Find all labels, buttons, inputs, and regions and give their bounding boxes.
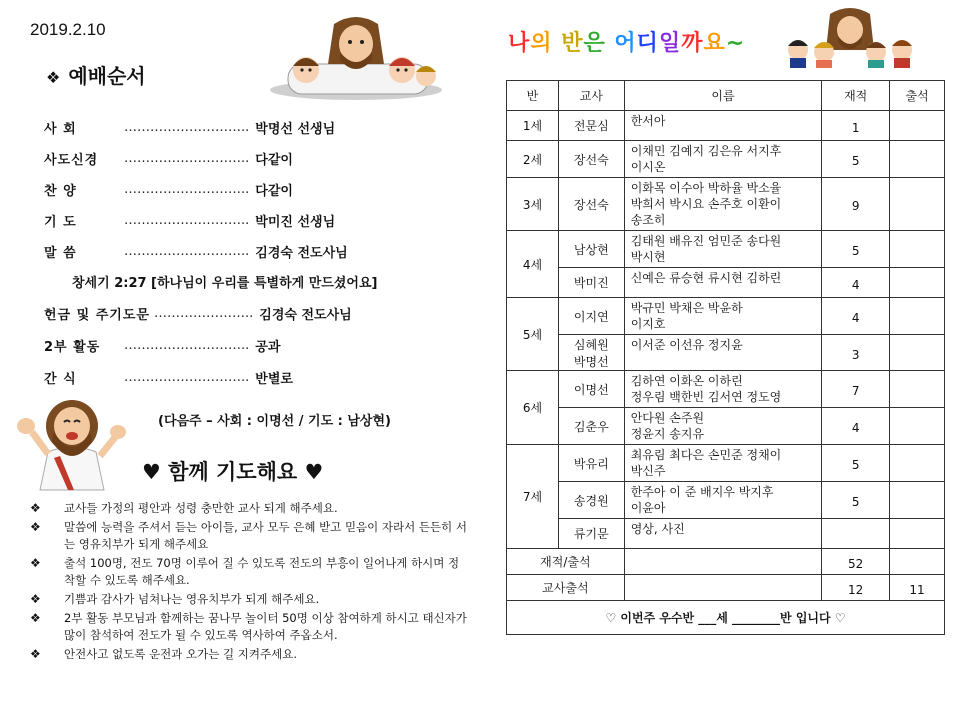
totals-label-cell: 교사출석 (507, 575, 625, 601)
enrolled-cell: 5 (822, 141, 890, 178)
class-age-cell: 5세 (507, 298, 559, 371)
student-names-cell: 이화목 이수아 박하율 박소율 박희서 박시요 손주호 이환이 송조히 (624, 178, 822, 231)
enrolled-cell: 4 (822, 268, 890, 298)
order-row (44, 178, 293, 200)
attendance-cell (890, 549, 945, 575)
title-char: 일 (658, 31, 682, 56)
next-week-notice: (다음주 – 사회 : 이명선 / 기도 : 남상현) (158, 414, 391, 429)
prayer-title: ♥ 함께 기도해요 ♥ (142, 460, 324, 484)
order-value: 다같이 (255, 183, 293, 199)
table-row (507, 111, 945, 141)
diamond-bullet-icon: ❖ (30, 611, 41, 625)
attendance-cell (890, 141, 945, 178)
jesus-with-kids-top-illustration (782, 6, 918, 68)
prayer-text: 안전사고 없도록 운전과 오가는 길 지켜주세요. (64, 647, 298, 661)
attendance-cell (890, 371, 945, 408)
list-item (30, 500, 470, 517)
teacher-cell: 박유리 (558, 445, 624, 482)
attendance-cell (890, 268, 945, 298)
prayer-text: 기쁨과 감사가 넘쳐나는 영유치부가 되게 해주세요. (64, 592, 320, 606)
order-row (44, 334, 280, 356)
attendance-cell (890, 519, 945, 549)
order-row (44, 240, 348, 262)
order-leader-dots: ……………………….. (124, 369, 250, 385)
enrolled-cell: 9 (822, 178, 890, 231)
prayer-list (30, 500, 470, 665)
student-names-cell: 김하연 이화온 이하린 정우림 백한빈 김서연 정도영 (624, 371, 822, 408)
teacher-cell: 박미진 (558, 268, 624, 298)
teacher-cell: 남상현 (558, 231, 624, 268)
student-names-cell: 최유림 최다은 손민준 정채이 박신주 (624, 445, 822, 482)
order-label: 찬 양 (44, 183, 77, 199)
teacher-cell: 김춘우 (558, 408, 624, 445)
student-names-cell: 김태원 배유진 엄민준 송다원 박시현 (624, 231, 822, 268)
list-item (30, 646, 470, 663)
student-names-cell: 이서준 이선유 정지윤 (624, 335, 822, 371)
enrolled-cell: 1 (822, 111, 890, 141)
totals-blank-cell (624, 549, 822, 575)
title-char: 어 (614, 31, 637, 56)
order-leader-dots: ……………………….. (124, 181, 250, 197)
table-row (507, 231, 945, 268)
teacher-cell: 송경원 (558, 482, 624, 519)
order-value: 공과 (255, 339, 281, 355)
order-row (44, 209, 335, 231)
attendance-cell (890, 178, 945, 231)
attendance-cell (890, 111, 945, 141)
class-age-cell: 2세 (507, 141, 559, 178)
table-row (507, 141, 945, 178)
order-leader-dots: ……………………….. (124, 212, 250, 228)
best-class-row (507, 601, 945, 635)
scripture-verse: 창세기 2:27 [하나님이 우리를 특별하게 만드셨어요] (72, 276, 378, 291)
order-value: 김경숙 전도사님 (255, 245, 348, 261)
teacher-cell: 심혜원 박명선 (558, 335, 624, 371)
title-char: 디 (636, 31, 659, 56)
worship-order-title (46, 60, 146, 89)
title-char: 의 (530, 31, 553, 56)
date: 2019.2.10 (30, 20, 106, 39)
list-item (30, 591, 470, 608)
student-names-cell: 신예은 류승현 류시현 김하린 (624, 268, 822, 298)
worship-order-title-text: 예배순서 (68, 64, 146, 88)
diamond-bullet-icon: ❖ (30, 592, 41, 606)
order-leader-dots: ………………….. (154, 305, 254, 321)
teacher-cell: 이지연 (558, 298, 624, 335)
column-header: 재적 (822, 81, 890, 111)
attendance-cell (890, 298, 945, 335)
table-row (507, 519, 945, 549)
order-leader-dots: ……………………….. (124, 150, 250, 166)
totals-row (507, 575, 945, 601)
order-label: 헌금 및 주기도문 (44, 307, 150, 323)
class-age-cell: 3세 (507, 178, 559, 231)
diamond-bullet-icon: ❖ (46, 68, 61, 87)
attendance-cell (890, 482, 945, 519)
enrolled-cell (822, 519, 890, 549)
order-label: 사 회 (44, 121, 77, 137)
table-row (507, 371, 945, 408)
title-char: 나 (508, 31, 531, 56)
enrolled-cell: 7 (822, 371, 890, 408)
title-char: 은 (583, 31, 606, 56)
student-names-cell: 한주아 이 준 배지우 박지후 이윤아 (624, 482, 822, 519)
title-char: 반 (561, 31, 584, 56)
table-header-row (507, 81, 945, 111)
table-row (507, 298, 945, 335)
table-row (507, 445, 945, 482)
order-label: 사도신경 (44, 152, 99, 168)
column-header: 이름 (624, 81, 822, 111)
teacher-cell: 전문심 (558, 111, 624, 141)
attendance-cell (890, 231, 945, 268)
table-row (507, 482, 945, 519)
order-label: 말 씀 (44, 245, 77, 261)
teacher-cell: 장선숙 (558, 178, 624, 231)
totals-label-cell: 재적/출석 (507, 549, 625, 575)
best-class-cell: ♡ 이번주 우수반 ___세 ________반 입니다 ♡ (507, 601, 945, 635)
list-item (30, 519, 470, 553)
enrolled-cell: 4 (822, 408, 890, 445)
table-row (507, 178, 945, 231)
order-value: 김경숙 전도사님 (259, 307, 352, 323)
order-label: 기 도 (44, 214, 77, 230)
title-char: 요 (703, 31, 726, 56)
order-leader-dots: ……………………….. (124, 243, 250, 259)
waving-jesus-illustration (8, 392, 136, 492)
enrolled-cell: 3 (822, 335, 890, 371)
enrolled-cell: 5 (822, 231, 890, 268)
class-age-cell: 6세 (507, 371, 559, 445)
jesus-with-children-illustration (268, 14, 444, 100)
student-names-cell: 영상, 사진 (624, 519, 822, 549)
order-leader-dots: ……………………….. (124, 337, 250, 353)
student-names-cell: 안다원 손주원 정윤지 송지유 (624, 408, 822, 445)
list-item (30, 610, 470, 644)
teacher-cell: 이명선 (558, 371, 624, 408)
table-row (507, 268, 945, 298)
class-age-cell: 4세 (507, 231, 559, 298)
teacher-cell: 장선숙 (558, 141, 624, 178)
student-names-cell: 이채민 김예지 김은유 서지후 이시온 (624, 141, 822, 178)
prayer-text: 교사들 가정의 평안과 성령 충만한 교사 되게 해주세요. (64, 501, 338, 515)
order-leader-dots: ……………………….. (124, 119, 250, 135)
totals-blank-cell (624, 575, 822, 601)
order-value: 박미진 선생님 (255, 214, 336, 230)
enrolled-cell: 5 (822, 445, 890, 482)
class-age-cell: 7세 (507, 445, 559, 549)
totals-row (507, 549, 945, 575)
class-table-title (508, 26, 745, 57)
class-age-cell: 1세 (507, 111, 559, 141)
order-row (44, 116, 335, 138)
teacher-cell: 류기문 (558, 519, 624, 549)
order-row (44, 147, 293, 169)
diamond-bullet-icon: ❖ (30, 501, 41, 515)
attendance-cell (890, 335, 945, 371)
student-names-cell: 박규민 박채은 박윤하 이지호 (624, 298, 822, 335)
diamond-bullet-icon: ❖ (30, 556, 41, 570)
enrolled-cell: 12 (822, 575, 890, 601)
title-char: 까 (681, 31, 704, 56)
attendance-cell (890, 445, 945, 482)
column-header: 교사 (558, 81, 624, 111)
title-char (553, 31, 562, 56)
order-label: 2부 활동 (44, 339, 101, 355)
enrolled-cell: 4 (822, 298, 890, 335)
column-header: 출석 (890, 81, 945, 111)
enrolled-cell: 5 (822, 482, 890, 519)
student-names-cell: 한서아 (624, 111, 822, 141)
prayer-text: 출석 100명, 전도 70명 이루어 질 수 있도록 전도의 부흥이 일어나게 하시며 정착할 수 있도록 해주세요. (64, 556, 460, 587)
order-row (44, 302, 352, 324)
column-header: 반 (507, 81, 559, 111)
order-value: 박명선 선생님 (255, 121, 336, 137)
diamond-bullet-icon: ❖ (30, 520, 41, 534)
order-row (44, 366, 293, 388)
diamond-bullet-icon: ❖ (30, 647, 41, 661)
prayer-text: 2부 활동 부모님과 함께하는 꿈나무 놀이터 50명 이상 참여하게 하시고 태신자가 많이 참석하여 전도가 될 수 있도록 역사하여 주옵소서. (64, 611, 467, 642)
table-row (507, 408, 945, 445)
list-item (30, 555, 470, 589)
order-label: 간 식 (44, 371, 77, 387)
title-char: ~ (725, 31, 746, 56)
prayer-text: 말씀에 능력을 주셔서 듣는 아이들, 교사 모두 은혜 받고 믿음이 자라서 든든히 서는 영유치부가 되게 해주세요 (64, 520, 468, 551)
enrolled-cell: 52 (822, 549, 890, 575)
order-value: 다같이 (255, 152, 293, 168)
class-table (506, 80, 945, 635)
table-row (507, 335, 945, 371)
attendance-cell: 11 (890, 575, 945, 601)
order-value: 반별로 (255, 371, 293, 387)
attendance-cell (890, 408, 945, 445)
